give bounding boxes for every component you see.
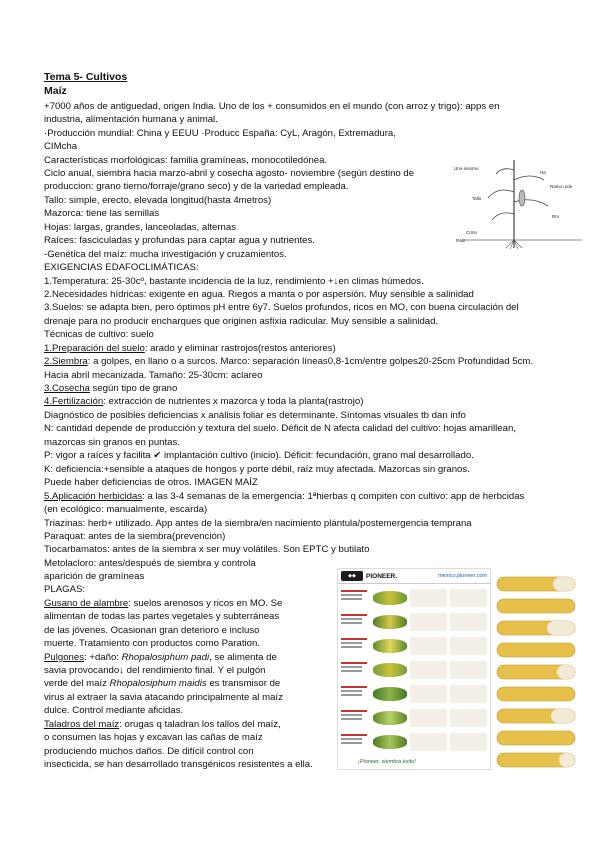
text-line [44,491,524,502]
text-span: verde del maíz [44,678,110,689]
poster-text-block [341,686,370,702]
heading-preparacion: 1.Preparación del suelo [44,343,145,354]
diagram-label: Ramo urde [550,184,573,189]
diagram-label: Uno-insorno [454,166,479,171]
leaf-icon [373,711,406,725]
poster-brand: PIONEER. [366,572,398,580]
text-span: : a las 3-4 semanas de la emergencia: 1ªhierbas q compiten con cultivo: app de herbcidas [142,491,525,502]
diagram-label: Tallo [472,196,482,201]
leaf-icon [373,591,406,605]
text-line: CIMcha [44,141,78,152]
root-icon [450,637,487,655]
text-line: Mazorca: tiene las semillas [44,208,160,219]
leaf-icon [373,663,406,677]
text-line: drenaje para no producir encharques que originen asfixia radicular. Muy sensible a salinidad. [44,316,439,327]
text-line: Tiocarbamatos: antes de la siembra x ser muy volátiles. Son EPTC y butilato [44,544,370,555]
corn-cobs-image [493,571,583,771]
diagram-label: Rm [552,214,559,219]
poster-text-block [341,662,370,678]
text-span: Rhopalosiphum maidis [109,678,207,689]
poster-text-block [341,638,370,654]
poster-row [341,659,487,680]
text-line: (en ecológico: manualmente, escarda) [44,504,208,515]
text-line: N: cantidad depende de producción y textura del suelo. Déficit de N afecta calidad del cultivo: hojas amarillean, [44,423,516,434]
leaf-icon [373,639,406,653]
leaf-icon [373,735,406,749]
text-line [44,396,363,407]
text-line: 2.Necesidades hídricas: exigente en agua. Riegos a manta o por aspersión. Muy sensible a salinidad [44,289,474,300]
root-icon [450,733,487,751]
text-line: industria, alimentación humana y animal. [44,114,218,125]
text-span: : suelos arenosos y ricos en MO. Se [128,598,283,609]
text-line: +7000 años de antiguedad, origen India. Uno de los + consumidos en el mundo (con arroz y trigo): apps en [44,101,500,112]
text-line [44,356,533,367]
page-title: Tema 5- Cultivos [44,71,128,83]
text-line: P: vigor a raíces y facilita ✔ implantación cultivo (inicio). Déficit: fecundación, grano mal desarrollado. [44,450,474,461]
diagram-label: Ha [540,170,546,175]
root-icon [410,589,447,607]
poster-text-block [341,734,370,750]
text-line: Puede haber deficiencias de otros. IMAGEN MAÍZ [44,477,258,488]
text-span: : orugas q taladran los tallos del maíz, [119,719,281,730]
poster-row [341,587,487,608]
corn-cob [497,687,575,701]
poster-row [341,707,487,728]
text-line: produciendo muchos daños. De difícil control con [44,746,254,757]
text-line [44,598,282,609]
text-line: insecticida, se han desarrollado transgénicos resistentes a ella. [44,759,313,770]
root-icon [450,661,487,679]
root-icon [450,589,487,607]
heading-taladros: Taladros del maíz [44,719,120,730]
text-line: dulce. Control mediante aficidas. [44,705,184,716]
heading-siembra: 2.Siembra [44,356,88,367]
poster-slogan: ¡Pioneer, siembra éxito! [358,759,416,765]
text-line: Diagnóstico de posibles deficiencias x análisis foliar es determinante. Síntomas visuales tb dan info [44,410,466,421]
diagram-label: Crmn [466,230,477,235]
heading-gusano: Gusano de alambre [44,598,129,609]
corn-cob [497,599,575,613]
text-line: 1.Temperatura: 25-30cº, bastante incidencia de la luz, rendimiento +↓en climas húmedos. [44,276,424,287]
text-line [44,343,336,354]
text-line: alimentan de todas las partes vegetales y subterráneas [44,611,280,622]
text-line [44,383,177,394]
heading-herbicidas: 5.Aplicación herbicidas [44,491,143,502]
text-line: Ciclo anual, siembra hacia marzo-abril y cosecha agosto- noviembre (según destino de [44,168,415,179]
root-icon [450,685,487,703]
text-line: produccion: grano tierno/forraje/grano seco) y de la variedad empleada. [44,181,349,192]
root-icon [410,613,447,631]
heading-pulgones: Pulgones [44,652,85,663]
maize-plant-diagram [452,158,594,250]
text-line: Metolacloro: antes/después de siembra y controla [44,558,256,569]
pioneer-logo-icon: ◆◆ [341,571,363,581]
text-line: PLAGAS: [44,584,86,595]
text-line: aparición de gramíneas [44,571,145,582]
text-span: : arado y eliminar rastrojos(restos anteriores) [144,343,336,354]
text-line: Triazinas: herb+ utilizado. App antes de la siembra/en nacimiento plántula/postemergencia temprana [44,518,472,529]
text-line: EXIGENCIAS EDAFOCLIMÁTICAS: [44,262,199,273]
leaf-icon [373,615,406,629]
text-line: o consumen las hojas y excavan las cañas de maíz [44,732,263,743]
root-icon [410,661,447,679]
text-line [44,719,281,730]
text-line: Hojas: largas, grandes, lanceoladas, alternas [44,222,236,233]
root-icon [450,613,487,631]
pioneer-poster-image [337,568,491,770]
poster-row [341,683,487,704]
text-line: K: deficiencia:+sensible a ataques de hongos y porte débil, raíz muy afectada. Mazorcas sin granos. [44,464,470,475]
poster-row [341,635,487,656]
text-span: , se alimenta de [209,652,277,663]
text-line: savia provocando↓ del rendimiento final. Y el pulgón [44,665,266,676]
poster-text-block [341,614,370,630]
poster-row [341,731,487,752]
text-line: virus al extraer la savia atacando principalmente al maíz [44,692,283,703]
heading-cosecha: 3.Cosecha [44,383,90,394]
corn-cob [497,731,575,745]
root-icon [410,709,447,727]
text-line: Paraquat: antes de la siembra(prevención) [44,531,226,542]
text-line: Características morfológicas: familia gramíneas, monocotiledónea. [44,155,328,166]
text-line: muerte. Tratamiento con productos como Paration. [44,638,260,649]
text-span: Rhopalosiphum padi [121,652,210,663]
diagram-label: Raíz [456,238,466,243]
poster-row [341,611,487,632]
root-icon [410,733,447,751]
text-line: ·Producción mundial: China y EEUU ·Producc España: CyL, Aragón, Extremadura, [44,128,396,139]
text-line: mazorcas sin granos en puntas. [44,437,180,448]
text-line: 3.Suelos: se adapta bien, pero óptimos pH entre 6y7. Suelos profundos, ricos en MO, con buena circulación del [44,302,519,313]
poster-site: mexico.pioneer.com [438,573,487,579]
text-line: Hacia abril mecanizada. Tamaño: 25-30cm: aclareo [44,370,263,381]
text-span: : extracción de nutrientes x mazorca y toda la planta(rastrojo) [103,396,364,407]
corn-cob [497,643,575,657]
root-icon [410,637,447,655]
text-line: Tallo: simple, erecto, elevada longitud(hasta 4metros) [44,195,272,206]
poster-text-block [341,710,370,726]
text-span: según tipo de grano [89,383,178,394]
root-icon [410,685,447,703]
text-line [44,678,280,689]
text-line: Técnicas de cultivo: suelo [44,329,154,340]
text-line: -Genética del maíz: mucha investigación y cruzamientos. [44,249,287,260]
poster-header [338,569,490,584]
text-span: es transmisor de [206,678,281,689]
text-line [44,652,277,663]
text-line: Raíces: fasciculadas y profundas para captar agua y nutrientes. [44,235,315,246]
section-title-maiz: Maíz [44,85,67,97]
leaf-icon [373,687,406,701]
text-span: : a golpes, en llano o a surcos. Marco: separación líneas0,8-1cm/entre golpes20-25cm Profundidad 5cm. [87,356,534,367]
text-line: de las jóvenes. Ocasionan gran deterioro e incluso [44,625,260,636]
heading-fertilizacion: 4.Fertilización [44,396,104,407]
root-icon [450,709,487,727]
text-span: : +daño: [84,652,122,663]
poster-text-block [341,590,370,606]
